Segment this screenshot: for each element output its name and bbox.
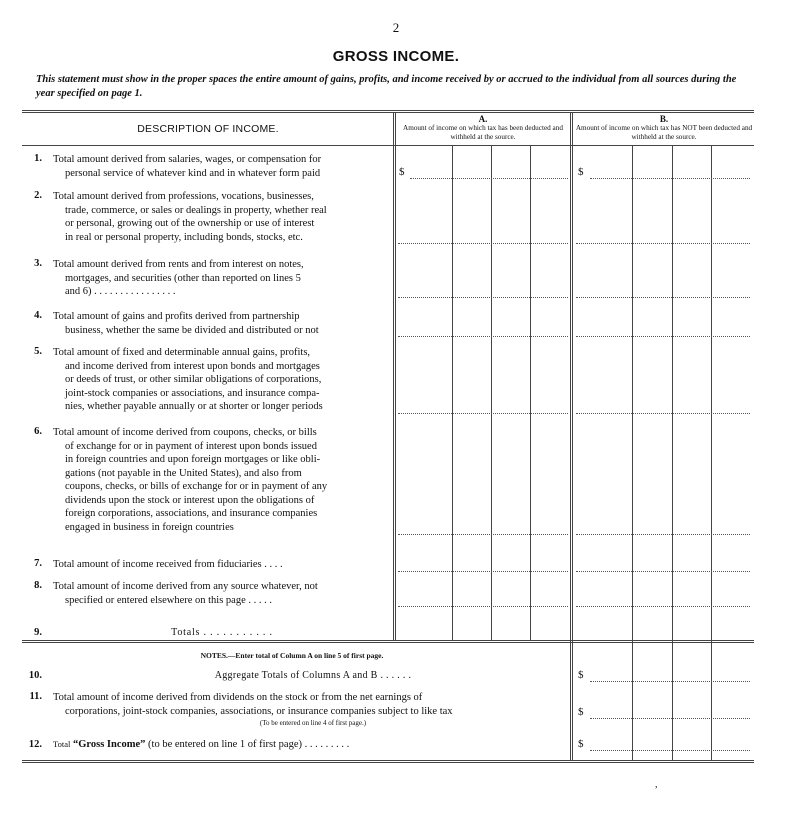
line-10-number: 10. xyxy=(28,670,42,681)
totals-rule xyxy=(22,640,754,643)
line-4-col-b-entry[interactable] xyxy=(576,336,750,337)
page-number: 2 xyxy=(392,20,400,35)
line-12-number: 12. xyxy=(28,739,42,750)
line-11-dollar: $ xyxy=(578,706,584,718)
line-6-number: 6. xyxy=(34,426,42,437)
col-a-divider-3 xyxy=(530,145,531,640)
col-a-left-border xyxy=(393,112,396,640)
col-a-description: Amount of income on which tax has been deducted and withheld at the source. xyxy=(403,124,563,141)
line-1-col-a-dollar: $ xyxy=(399,166,405,178)
line-7-col-b-entry[interactable] xyxy=(576,571,750,572)
line-7-text: Total amount of income received from fiduciaries . . . . xyxy=(53,559,283,570)
line-2-number: 2. xyxy=(34,190,42,201)
line-5-col-b-entry[interactable] xyxy=(576,413,750,414)
line-2-col-a-entry[interactable] xyxy=(398,243,568,244)
line-12-dollar: $ xyxy=(578,738,584,750)
intro-statement: This statement must show in the proper spaces the entire amount of gains, profits, and income received by or accrued to the individual from all sources during the year specified on page 1. xyxy=(36,74,737,99)
line-11-note: (To be entered on line 4 of first page.) xyxy=(259,719,367,727)
line-1-number: 1. xyxy=(34,153,42,164)
col-a-divider-1 xyxy=(452,145,453,640)
col-b-divider-3 xyxy=(711,145,712,760)
line-4-text: Total amount of gains and profits derived from partnership business, whether the same be divided and distributed or not xyxy=(53,311,319,336)
col-b-description: Amount of income on which tax has NOT been deducted and withheld at the source. xyxy=(575,124,753,141)
line-11-number: 11. xyxy=(29,691,42,702)
line-3-number: 3. xyxy=(34,258,42,269)
line-8-text: Total amount of income derived from any source whatever, not specified or entered elsewhere on this page . . . . . xyxy=(53,581,318,606)
table-top-rule xyxy=(22,110,754,113)
line-3-text: Total amount derived from rents and from interest on notes, mortgages, and securities (other than reported on lines 5 and 6) . . . . . . . . . . . . . . . . xyxy=(53,259,304,297)
totals-label: Totals . . . . . . . . . . . xyxy=(171,627,273,638)
line-8-number: 8. xyxy=(34,580,42,591)
line-4-col-a-entry[interactable] xyxy=(398,336,568,337)
line-2-text: Total amount derived from professions, vocations, businesses, trade, commerce, or sales or dealings in property, whether real or personal, growing out of the ownership or use of interest in real or personal property, including bonds, stocks, etc. xyxy=(53,191,327,243)
line-8-col-b-entry[interactable] xyxy=(576,606,750,607)
stray-mark: , xyxy=(655,779,658,790)
line-8-col-a-entry[interactable] xyxy=(398,606,568,607)
line-6-text: Total amount of income derived from coupons, checks, or bills of exchange for or in payment of interest upon bonds issued in foreign countries and upon foreign mortgages or like obli- gations (not payable in the United States), and also from coupons, checks, or bills of exchange for or in payment of any dividends upon the stock or interest upon the obligations of foreign corporations, associations, and insurance companies engaged in business in foreign countries xyxy=(53,427,328,533)
aggregate-totals-label: Aggregate Totals of Columns A and B . . . . . . xyxy=(214,670,412,681)
page-title: GROSS INCOME. xyxy=(332,48,460,65)
line-9-number: 9. xyxy=(34,627,42,638)
gross-income-label: Total “Gross Income” (to be entered on line 1 of first page) . . . . . . . . . xyxy=(53,739,350,750)
col-b-left-border xyxy=(570,112,573,760)
line-10-dollar: $ xyxy=(578,669,584,681)
line-11-text: Total amount of income derived from dividends on the stock or from the net earnings of corporations, joint-stock companies, associations, or insurance companies subject to like tax xyxy=(53,692,453,717)
col-b-divider-2 xyxy=(672,145,673,760)
header-bottom-rule xyxy=(22,145,754,146)
line-11-entry[interactable] xyxy=(590,718,750,719)
line-3-col-b-entry[interactable] xyxy=(576,297,750,298)
line-5-number: 5. xyxy=(34,346,42,357)
line-6-col-b-entry[interactable] xyxy=(576,534,750,535)
line-7-number: 7. xyxy=(34,558,42,569)
line-5-text: Total amount of fixed and determinable annual gains, profits, and income derived from interest upon bonds and mortgages or deeds of trust, or other similar obligations of corporations, joint-stock companies or associations, and insurance compa- nies, whether payable annually or at shorter or longer periods xyxy=(53,347,323,412)
line-3-col-a-entry[interactable] xyxy=(398,297,568,298)
col-a-letter: A. xyxy=(478,114,488,124)
line-1-col-b-dollar: $ xyxy=(578,166,584,178)
line-1-col-a-entry[interactable] xyxy=(410,178,568,179)
description-header: DESCRIPTION OF INCOME. xyxy=(137,123,279,135)
line-1-col-b-entry[interactable] xyxy=(590,178,750,179)
line-5-col-a-entry[interactable] xyxy=(398,413,568,414)
col-a-divider-2 xyxy=(491,145,492,640)
line-7-col-a-entry[interactable] xyxy=(398,571,568,572)
line-10-entry[interactable] xyxy=(590,681,750,682)
col-b-letter: B. xyxy=(659,114,669,124)
line-12-entry[interactable] xyxy=(590,750,750,751)
line-2-col-b-entry[interactable] xyxy=(576,243,750,244)
col-b-divider-1 xyxy=(632,145,633,760)
line-4-number: 4. xyxy=(34,310,42,321)
line-1-text: Total amount derived from salaries, wages, or compensation for personal service of whatever kind and in whatever form paid xyxy=(53,154,322,179)
notes: NOTES.—Enter total of Column A on line 5 of first page. xyxy=(200,651,384,660)
line-6-col-a-entry[interactable] xyxy=(398,534,568,535)
table-bottom-rule xyxy=(22,760,754,763)
